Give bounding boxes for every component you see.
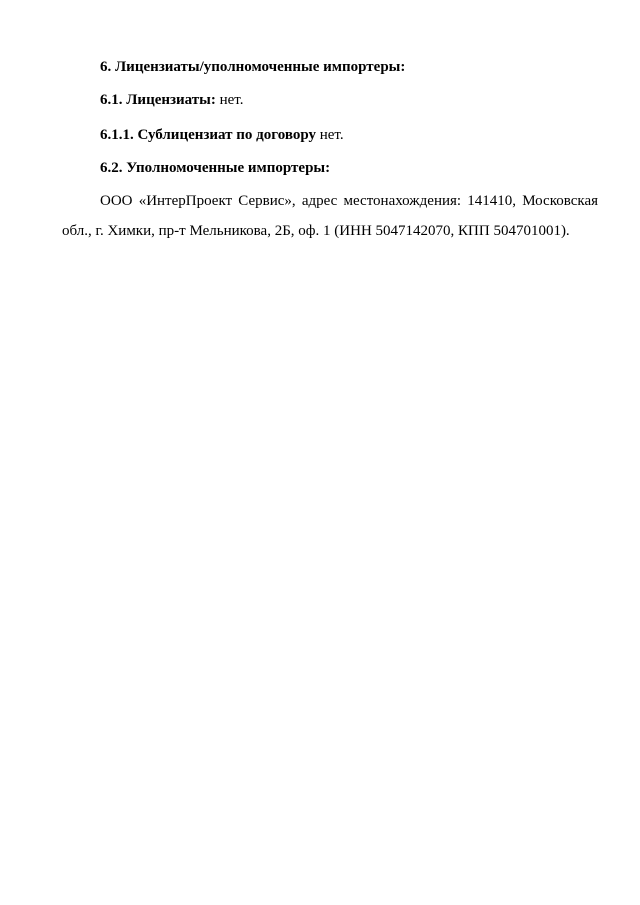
section-6-heading: 6. Лицензиаты/уполномоченные импортеры:	[100, 59, 406, 75]
section-6-2-heading: 6.2. Уполномоченные импортеры:	[100, 160, 331, 176]
section-6-1-1-label: 6.1.1. Сублицензиат по договору	[100, 127, 316, 143]
section-6-1-row	[100, 91, 244, 109]
section-6-1-value: нет.	[219, 92, 244, 108]
importer-paragraph: ООО «ИнтерПроект Сервис», адрес местонахождения: 141410, Московская обл., г. Химки, пр-т Мельникова, 2Б, оф. 1 (ИНН 5047142070, КПП 504701001).	[62, 193, 598, 239]
section-6-1-label: 6.1. Лицензиаты:	[100, 92, 216, 108]
section-6-1-1-row	[100, 126, 344, 144]
section-6-1-1-value: нет.	[319, 127, 344, 143]
